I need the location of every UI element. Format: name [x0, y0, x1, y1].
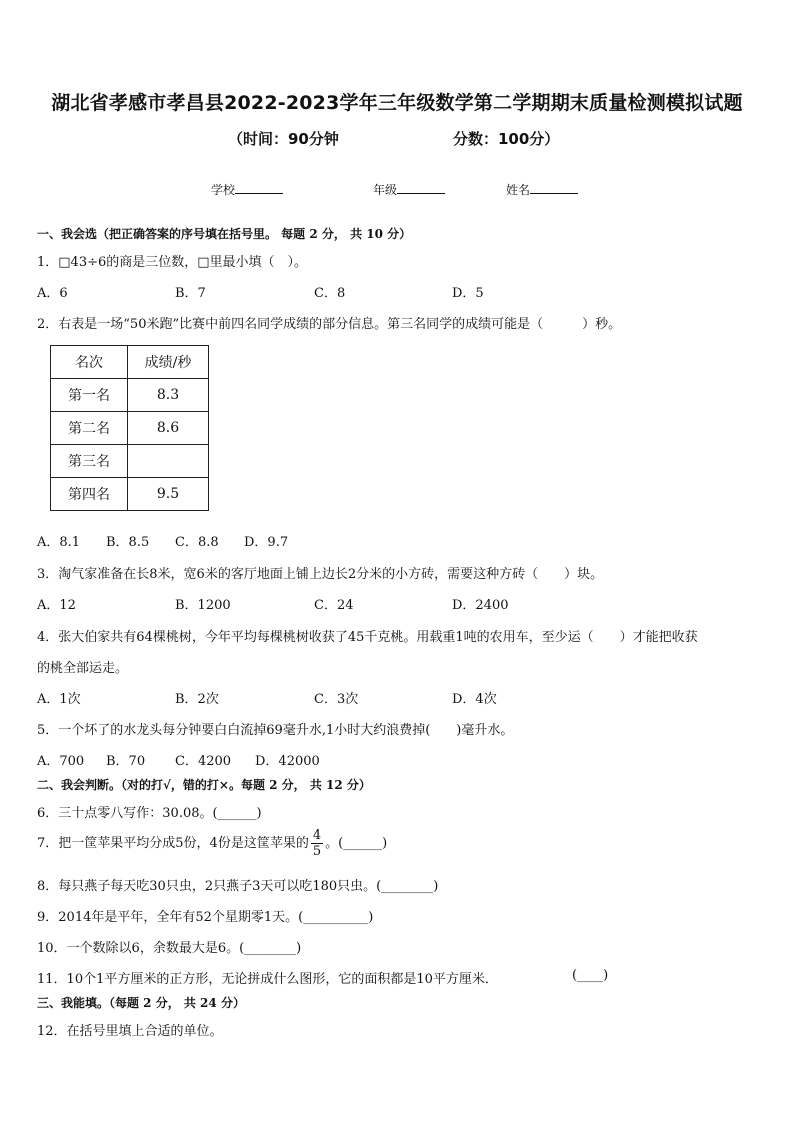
section-1-title: 一、我会选（把正确答案的序号填在括号里。 每题 2 分， 共 10 分）	[37, 227, 412, 241]
q2-option-d: D．9.7	[244, 535, 289, 550]
score-table	[50, 345, 209, 511]
q7-text: 7．把一筐苹果平均分成5份，4份是这筐苹果的	[37, 836, 309, 851]
table-header-row	[51, 346, 209, 379]
q5-option-a: A．700	[37, 754, 85, 769]
question-1: 1．□43÷6的商是三位数，□里最小填（ ）。	[37, 255, 308, 270]
section-2-title: 二、我会判断。（对的打√，错的打×。每题 2 分， 共 12 分）	[37, 778, 371, 792]
q2-option-a: A．8.1	[37, 535, 81, 550]
school-field	[211, 181, 283, 198]
q11-blank: (____)	[572, 968, 609, 983]
q2-option-c: C．8.8	[175, 535, 219, 550]
question-2: 2．右表是一场“50米跑”比赛中前四名同学成绩的部分信息。第三名同学的成绩可能是（ ）秒。	[37, 317, 622, 332]
question-12: 12．在括号里填上合适的单位。	[37, 1024, 223, 1039]
q2-option-b: B．8.5	[106, 535, 150, 550]
q7-blank: 。(______)	[325, 836, 388, 851]
q3-option-c: C．24	[314, 598, 354, 613]
q1-option-b: B．7	[175, 286, 206, 301]
q4-option-d: D．4次	[452, 692, 497, 707]
q3-option-d: D．2400	[452, 598, 509, 613]
grade-label: 年级	[373, 183, 398, 197]
question-4-line-2: 的桃全部运走。	[37, 661, 129, 676]
q1-option-a: A．6	[37, 286, 68, 301]
school-label: 学校	[211, 183, 236, 197]
q3-option-a: A．12	[37, 598, 76, 613]
table-cell: 8.6	[128, 412, 209, 445]
table-row	[51, 379, 209, 412]
table-header: 成绩/秒	[128, 346, 209, 379]
fraction-numerator: 4	[312, 828, 322, 843]
question-10: 10．一个数除以6，余数最大是6。(________)	[37, 941, 302, 956]
table-header: 名次	[51, 346, 128, 379]
q4-option-a: A．1次	[37, 692, 81, 707]
q1-option-c: C．8	[314, 286, 346, 301]
question-5: 5．一个坏了的水龙头每分钟要白白流掉69毫升水,1小时大约浪费掉( )毫升水。	[37, 723, 514, 738]
q4-option-c: C．3次	[314, 692, 359, 707]
school-blank	[235, 181, 283, 194]
q5-option-b: B．70	[106, 754, 146, 769]
grade-field	[373, 181, 445, 198]
name-label: 姓名	[506, 183, 531, 197]
q1-option-d: D．5	[452, 286, 484, 301]
exam-score: 分数：100分）	[453, 130, 560, 148]
question-9: 9．2014年是平年，全年有52个星期零1天。(__________)	[37, 910, 374, 925]
table-row	[51, 412, 209, 445]
q5-option-d: D．42000	[255, 754, 320, 769]
table-cell: 第四名	[51, 478, 128, 511]
question-3: 3．淘气家准备在长8米，宽6米的客厅地面上铺上边长2分米的小方砖，需要这种方砖（ ）块。	[37, 567, 604, 582]
q3-option-b: B．1200	[175, 598, 231, 613]
table-cell	[128, 445, 209, 478]
question-7	[37, 828, 387, 859]
table-cell: 第一名	[51, 379, 128, 412]
name-blank	[530, 181, 578, 194]
fraction-denominator: 5	[312, 844, 322, 859]
table-cell: 8.3	[128, 379, 209, 412]
q5-option-c: C．4200	[175, 754, 232, 769]
question-8: 8．每只燕子每天吃30只虫，2只燕子3天可以吃180只虫。(________)	[37, 879, 439, 894]
table-row	[51, 478, 209, 511]
page-title: 湖北省孝感市孝昌县2022-2023学年三年级数学第二学期期末质量检测模拟试题	[51, 92, 743, 114]
question-11: 11．10个1平方厘米的正方形，无论拼成什么图形，它的面积都是10平方厘米．	[37, 972, 498, 987]
table-cell: 第二名	[51, 412, 128, 445]
q4-option-b: B．2次	[175, 692, 219, 707]
table-row	[51, 445, 209, 478]
table-cell: 9.5	[128, 478, 209, 511]
question-6: 6．三十点零八写作：30.08。(______)	[37, 806, 262, 821]
question-4-line-1: 4．张大伯家共有64棵桃树，今年平均每棵桃树收获了45千克桃。用载重1吨的农用车，至少运（ ）才能把收获	[37, 630, 698, 645]
fraction-four-fifths	[311, 828, 323, 859]
grade-blank	[397, 181, 445, 194]
table-cell: 第三名	[51, 445, 128, 478]
section-3-title: 三、我能填。（每题 2 分， 共 24 分）	[37, 996, 245, 1010]
name-field	[506, 181, 578, 198]
exam-time: （时间：90分钟	[228, 130, 339, 148]
